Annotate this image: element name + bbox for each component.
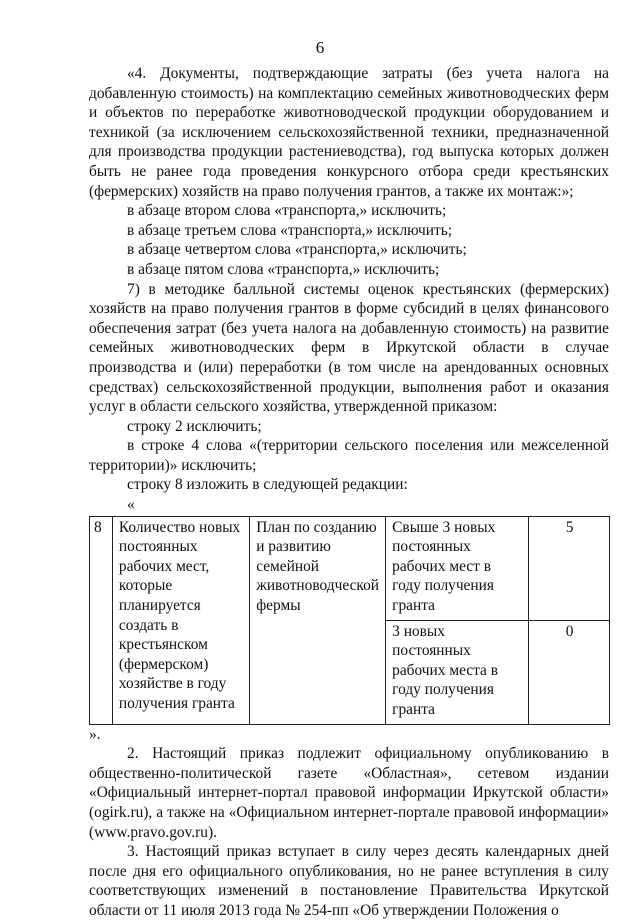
amendment-paragraph-2: в абзаце втором слова «транспорта,» исключить; <box>127 202 447 220</box>
page-number: 6 <box>315 38 325 57</box>
paragraph-3: 3. Настоящий приказ вступает в силу через десять календарных дней после дня его официального опубликования, но не ранее вступления в силу соответствующих изменений в постановление Правительства Иркутской области от 11 июля 2013 года № 254-пп «Об утверждении Положения о <box>89 843 609 919</box>
row-8-table <box>89 516 610 725</box>
plan-cell: План по созданию и развитию семейной животноводческой фермы <box>250 516 386 724</box>
row-2-instruction: строку 2 исключить; <box>127 417 262 435</box>
amendment-paragraph-4: в абзаце четвертом слова «транспорта,» исключить; <box>127 241 467 259</box>
paragraph-2: 2. Настоящий приказ подлежит официальному опубликованию в общественно-политической газете «Областная», сетевом издании «Официальный интернет-портал правовой информации Иркутской области» (ogirk.ru), а также на «Официальном интернет-портале правовой информации» (www.pravo.gov.ru). <box>89 745 609 841</box>
score-cell: 5 <box>529 516 610 620</box>
row-8-instruction: строку 8 изложить в следующей редакции: <box>127 476 408 494</box>
criterion-cell: Количество новых постоянных рабочих мест, которые планируется создать в крестьянском (фермерском) хозяйстве в году получения гранта <box>112 516 249 724</box>
paragraph-4-intro: «4. Документы, подтверждающие затраты (без учета налога на добавленную стоимость) на комплектацию семейных животноводческих ферм и объектов по переработке животноводческой продукции оборудованием и техникой (за исключением сельскохозяйственной техники, предназначенной для производства продукции растениеводства), год выпуска которых должен быть не ранее года проведения конкурсного отбора среди крестьянских (фермерских) хозяйств на право получения грантов, а также их монтаж:»; <box>89 65 609 200</box>
document-body <box>89 64 609 921</box>
condition-cell: Свыше 3 новых постоянных рабочих мест в году получения гранта <box>386 516 529 620</box>
row-4-instruction: в строке 4 слова «(территории сельского поселения или межселенной территории)» исключить; <box>89 437 609 474</box>
paragraph-7: 7) в методике балльной системы оценок крестьянских (фермерских) хозяйств на право получения грантов в форме субсидий в целях финансового обеспечения затрат (без учета налога на добавленную стоимость) на развитие семейных животноводческих ферм в Иркутской области в случае производства и (или) переработки (в том числе на арендованных основных средствах) сельскохозяйственной продукции, выполнения работ и оказания услуг в области сельского хозяйства, утвержденной приказом: <box>89 280 609 416</box>
table-row <box>90 516 610 620</box>
row-number-cell: 8 <box>90 516 113 724</box>
amendment-paragraph-5: в абзаце пятом слова «транспорта,» исключить; <box>127 260 440 278</box>
open-quote: « <box>127 496 135 514</box>
amendment-paragraph-3: в абзаце третьем слова «транспорта,» исключить; <box>127 221 453 239</box>
close-quote: ». <box>89 725 101 743</box>
score-cell: 0 <box>529 620 610 724</box>
condition-cell: 3 новых постоянных рабочих места в году получения гранта <box>386 620 529 724</box>
